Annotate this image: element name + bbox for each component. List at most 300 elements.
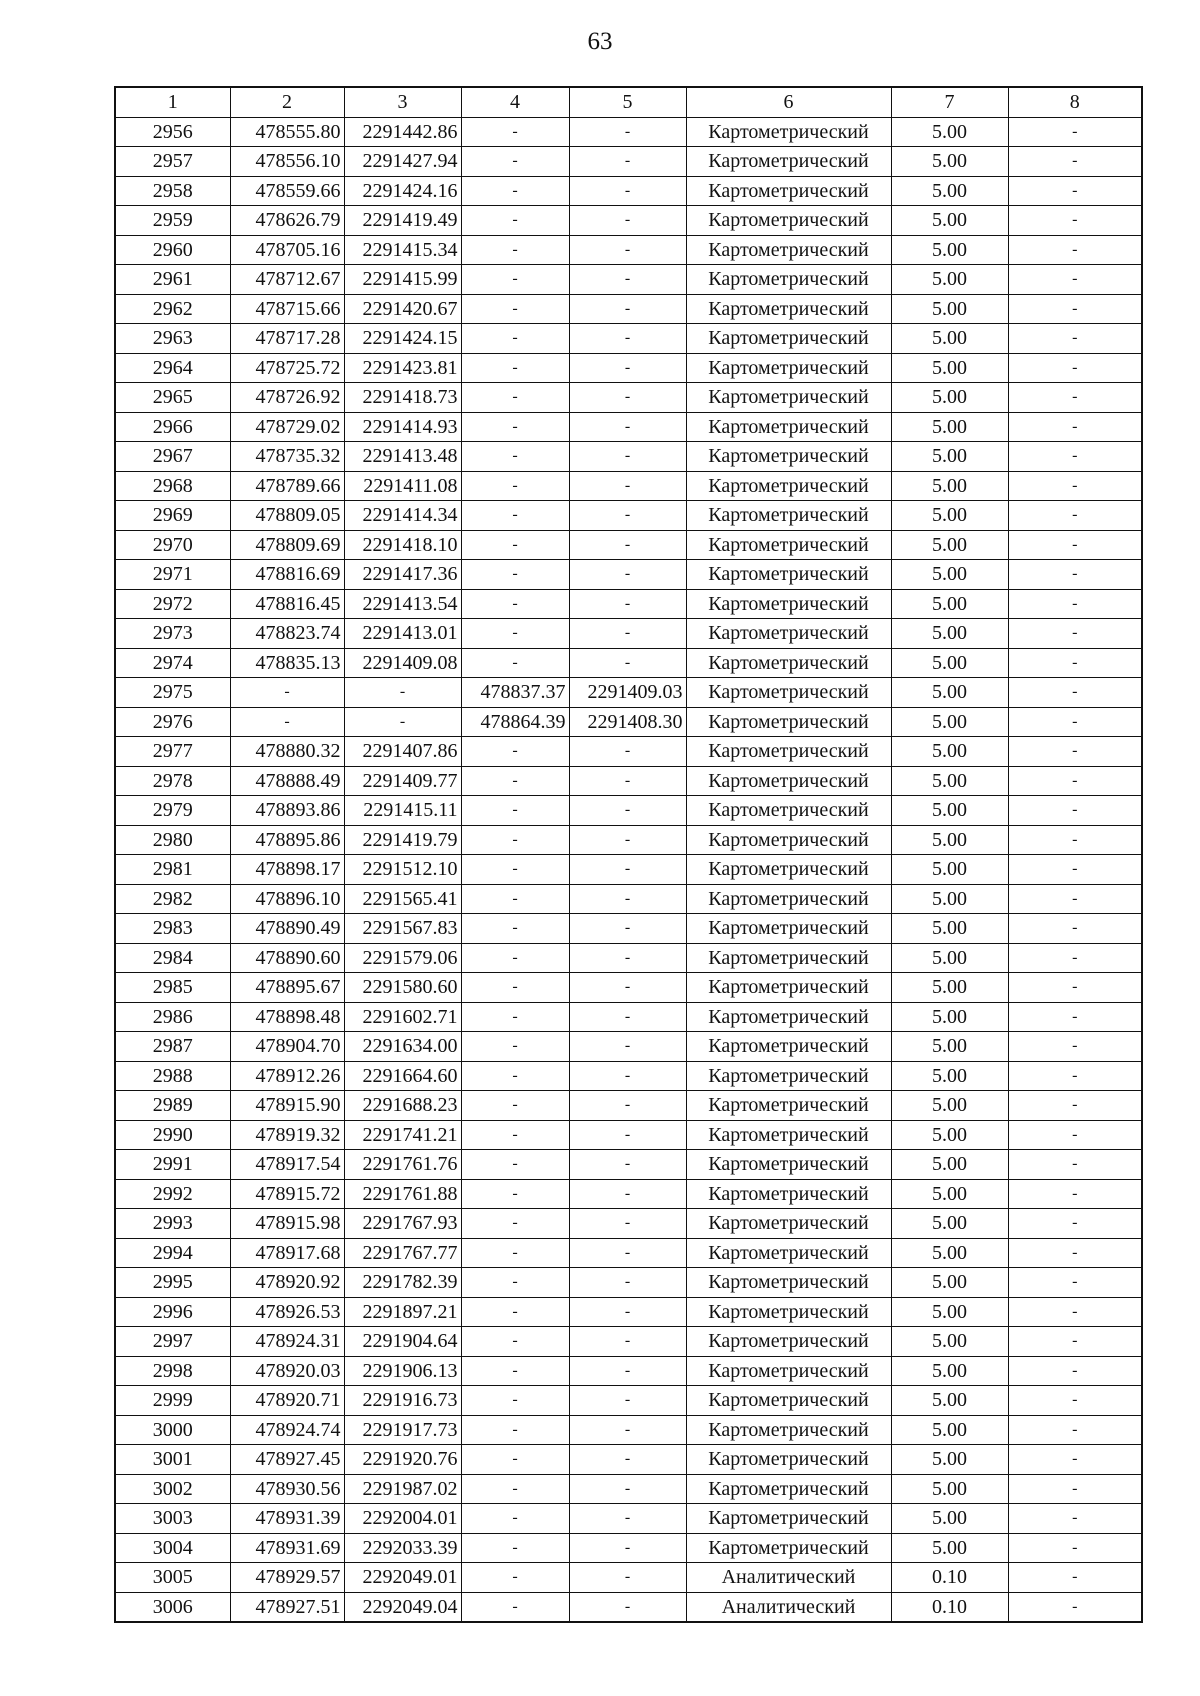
table-cell: - [230, 678, 344, 708]
table-cell: - [461, 353, 569, 383]
table-cell: - [461, 1386, 569, 1416]
table-cell: - [1008, 1268, 1142, 1298]
table-cell: - [1008, 678, 1142, 708]
table-cell: 478920.92 [230, 1268, 344, 1298]
table-cell: 478735.32 [230, 442, 344, 472]
table-cell: - [1008, 1238, 1142, 1268]
table-cell: 5.00 [891, 1386, 1008, 1416]
table-cell: - [461, 737, 569, 767]
table-cell: - [1008, 1179, 1142, 1209]
table-cell: - [461, 1445, 569, 1475]
table-cell: Картометрический [686, 1504, 891, 1534]
table-cell: - [569, 1533, 686, 1563]
table-cell: - [1008, 973, 1142, 1003]
table-cell: 2291782.39 [344, 1268, 461, 1298]
table-cell: 2291688.23 [344, 1091, 461, 1121]
table-cell: - [461, 1533, 569, 1563]
table-cell: 3000 [115, 1415, 230, 1445]
table-cell: - [461, 294, 569, 324]
table-cell: 478726.92 [230, 383, 344, 413]
table-row [115, 973, 1142, 1003]
table-cell: 2291920.76 [344, 1445, 461, 1475]
table-cell: 2971 [115, 560, 230, 590]
table-row [115, 1445, 1142, 1475]
table-row [115, 914, 1142, 944]
table-cell: 2291415.11 [344, 796, 461, 826]
table-row [115, 530, 1142, 560]
table-cell: - [1008, 501, 1142, 531]
table-cell: - [461, 235, 569, 265]
table-row [115, 1356, 1142, 1386]
table-cell: - [461, 973, 569, 1003]
table-cell: 2291565.41 [344, 884, 461, 914]
table-row [115, 265, 1142, 295]
table-cell: 2291897.21 [344, 1297, 461, 1327]
table-cell: Аналитический [686, 1563, 891, 1593]
table-cell: 3005 [115, 1563, 230, 1593]
table-cell: 2291664.60 [344, 1061, 461, 1091]
table-cell: - [569, 1032, 686, 1062]
table-cell: 2982 [115, 884, 230, 914]
table-cell: - [461, 1238, 569, 1268]
table-cell: 478888.49 [230, 766, 344, 796]
table-cell: 2979 [115, 796, 230, 826]
table-cell: - [1008, 1474, 1142, 1504]
column-header-5: 5 [569, 87, 686, 117]
table-cell: 5.00 [891, 943, 1008, 973]
table-cell: 2990 [115, 1120, 230, 1150]
table-cell: Картометрический [686, 619, 891, 649]
table-cell: - [569, 530, 686, 560]
table-cell: 478898.48 [230, 1002, 344, 1032]
table-cell: Картометрический [686, 884, 891, 914]
table-cell: 5.00 [891, 1327, 1008, 1357]
table-cell: 478816.69 [230, 560, 344, 590]
table-cell: - [1008, 855, 1142, 885]
table-cell: 5.00 [891, 1533, 1008, 1563]
table-row [115, 1297, 1142, 1327]
table-row [115, 412, 1142, 442]
table-cell: - [461, 1061, 569, 1091]
table-row [115, 1474, 1142, 1504]
table-cell: 5.00 [891, 324, 1008, 354]
table-cell: - [461, 1032, 569, 1062]
table-cell: - [461, 1474, 569, 1504]
column-header-7: 7 [891, 87, 1008, 117]
table-cell: 2966 [115, 412, 230, 442]
table-cell: 2972 [115, 589, 230, 619]
column-header-8: 8 [1008, 87, 1142, 117]
table-cell: 478837.37 [461, 678, 569, 708]
table-cell: - [461, 412, 569, 442]
table-cell: - [1008, 235, 1142, 265]
table-cell: - [1008, 1533, 1142, 1563]
table-cell: Картометрический [686, 147, 891, 177]
table-cell: Картометрический [686, 855, 891, 885]
table-cell: 478930.56 [230, 1474, 344, 1504]
table-cell: Картометрический [686, 737, 891, 767]
table-cell: - [569, 1445, 686, 1475]
column-header-6: 6 [686, 87, 891, 117]
table-cell: 2977 [115, 737, 230, 767]
table-cell: - [569, 1150, 686, 1180]
table-cell: - [569, 855, 686, 885]
table-cell: - [1008, 1386, 1142, 1416]
table-cell: - [1008, 1209, 1142, 1239]
table-cell: - [461, 1592, 569, 1622]
table-cell: - [1008, 884, 1142, 914]
table-cell: 5.00 [891, 1150, 1008, 1180]
table-cell: Картометрический [686, 1386, 891, 1416]
table-cell: 2291414.34 [344, 501, 461, 531]
column-header-1: 1 [115, 87, 230, 117]
table-cell: - [1008, 117, 1142, 147]
table-cell: 478924.31 [230, 1327, 344, 1357]
table-cell: - [1008, 914, 1142, 944]
table-cell: Картометрический [686, 560, 891, 590]
table-cell: Картометрический [686, 766, 891, 796]
table-row [115, 1091, 1142, 1121]
table-cell: Картометрический [686, 206, 891, 236]
table-cell: Картометрический [686, 796, 891, 826]
table-cell: 5.00 [891, 1120, 1008, 1150]
table-cell: 2292033.39 [344, 1533, 461, 1563]
table-cell: 2973 [115, 619, 230, 649]
table-cell: - [1008, 1297, 1142, 1327]
table-cell: 478705.16 [230, 235, 344, 265]
table-cell: Картометрический [686, 294, 891, 324]
table-cell: - [1008, 1504, 1142, 1534]
table-cell: 2291424.15 [344, 324, 461, 354]
table-cell: 2291409.77 [344, 766, 461, 796]
table-cell: Картометрический [686, 1533, 891, 1563]
table-row [115, 1386, 1142, 1416]
table-cell: 478919.32 [230, 1120, 344, 1150]
table-cell: 2976 [115, 707, 230, 737]
table-cell: 2992 [115, 1179, 230, 1209]
table-cell: - [1008, 560, 1142, 590]
table-cell: - [461, 766, 569, 796]
table-cell: Картометрический [686, 1297, 891, 1327]
table-cell: - [569, 1268, 686, 1298]
table-cell: 478555.80 [230, 117, 344, 147]
table-cell: Картометрический [686, 501, 891, 531]
table-cell: Картометрический [686, 1474, 891, 1504]
table-row [115, 1533, 1142, 1563]
table-cell: - [569, 265, 686, 295]
table-cell: 2291409.08 [344, 648, 461, 678]
table-row [115, 1061, 1142, 1091]
table-cell: 478890.49 [230, 914, 344, 944]
table-row [115, 796, 1142, 826]
table-cell: - [461, 884, 569, 914]
table-cell: - [569, 501, 686, 531]
table-cell: 2291741.21 [344, 1120, 461, 1150]
table-cell: 478880.32 [230, 737, 344, 767]
table-cell: - [569, 1297, 686, 1327]
table-cell: 2986 [115, 1002, 230, 1032]
table-cell: - [569, 1120, 686, 1150]
table-row [115, 383, 1142, 413]
table-cell: 2292049.04 [344, 1592, 461, 1622]
table-cell: Картометрический [686, 1091, 891, 1121]
table-cell: Картометрический [686, 678, 891, 708]
table-cell: - [461, 176, 569, 206]
table-cell: - [569, 1386, 686, 1416]
table-cell: 478809.69 [230, 530, 344, 560]
table-cell: 5.00 [891, 973, 1008, 1003]
table-cell: 5.00 [891, 1474, 1008, 1504]
table-body [115, 117, 1142, 1622]
table-cell: 0.10 [891, 1563, 1008, 1593]
table-row [115, 855, 1142, 885]
table-cell: 5.00 [891, 501, 1008, 531]
table-cell: - [569, 766, 686, 796]
table-cell: 2968 [115, 471, 230, 501]
table-row [115, 648, 1142, 678]
table-cell: 5.00 [891, 766, 1008, 796]
table-header-row [115, 87, 1142, 117]
table-cell: - [1008, 1563, 1142, 1593]
table-cell: 5.00 [891, 678, 1008, 708]
table-cell: Картометрический [686, 1061, 891, 1091]
table-row [115, 943, 1142, 973]
table-row [115, 206, 1142, 236]
table-cell: 478915.90 [230, 1091, 344, 1121]
table-cell: Картометрический [686, 1120, 891, 1150]
table-cell: 2291916.73 [344, 1386, 461, 1416]
table-cell: Картометрический [686, 176, 891, 206]
table-cell: - [1008, 1415, 1142, 1445]
table-cell: - [569, 1002, 686, 1032]
table-cell: 5.00 [891, 117, 1008, 147]
table-cell: 5.00 [891, 1209, 1008, 1239]
table-row [115, 147, 1142, 177]
table-cell: 5.00 [891, 1445, 1008, 1475]
table-row [115, 235, 1142, 265]
table-cell: - [569, 1238, 686, 1268]
table-cell: - [1008, 383, 1142, 413]
table-cell: 2291567.83 [344, 914, 461, 944]
table-cell: 478927.45 [230, 1445, 344, 1475]
table-cell: - [569, 235, 686, 265]
table-row [115, 176, 1142, 206]
table-cell: - [1008, 353, 1142, 383]
table-cell: 478895.86 [230, 825, 344, 855]
table-cell: 478912.26 [230, 1061, 344, 1091]
table-cell: 5.00 [891, 1091, 1008, 1121]
table-cell: Картометрический [686, 707, 891, 737]
table-cell: - [569, 1592, 686, 1622]
table-cell: 2292004.01 [344, 1504, 461, 1534]
table-cell: 2978 [115, 766, 230, 796]
table-cell: - [461, 1563, 569, 1593]
table-cell: - [569, 825, 686, 855]
table-cell: 2959 [115, 206, 230, 236]
table-cell: 2291424.16 [344, 176, 461, 206]
table-cell: 2291418.73 [344, 383, 461, 413]
table-cell: - [461, 943, 569, 973]
table-cell: Картометрический [686, 1445, 891, 1475]
table-cell: 5.00 [891, 530, 1008, 560]
table-cell: 2291634.00 [344, 1032, 461, 1062]
table-row [115, 678, 1142, 708]
table-cell: Картометрический [686, 1268, 891, 1298]
table-cell: Картометрический [686, 589, 891, 619]
table-cell: Картометрический [686, 1150, 891, 1180]
table-row [115, 1563, 1142, 1593]
table-cell: 0.10 [891, 1592, 1008, 1622]
table-cell: 478717.28 [230, 324, 344, 354]
table-cell: - [1008, 442, 1142, 472]
table-row [115, 1179, 1142, 1209]
table-cell: Картометрический [686, 648, 891, 678]
table-cell: 5.00 [891, 412, 1008, 442]
table-cell: 5.00 [891, 914, 1008, 944]
table-cell: Картометрический [686, 383, 891, 413]
table-cell: 5.00 [891, 707, 1008, 737]
table-cell: - [461, 914, 569, 944]
table-cell: 2291413.54 [344, 589, 461, 619]
table-cell: - [461, 530, 569, 560]
table-cell: 2981 [115, 855, 230, 885]
table-cell: 2991 [115, 1150, 230, 1180]
table-cell: 5.00 [891, 1061, 1008, 1091]
table-cell: 478816.45 [230, 589, 344, 619]
table-row [115, 1150, 1142, 1180]
table-cell: 478556.10 [230, 147, 344, 177]
table-cell: 5.00 [891, 353, 1008, 383]
table-cell: - [1008, 294, 1142, 324]
table-row [115, 1120, 1142, 1150]
table-cell: 2291419.49 [344, 206, 461, 236]
table-row [115, 1238, 1142, 1268]
table-cell: - [569, 206, 686, 236]
table-cell: 478924.74 [230, 1415, 344, 1445]
table-cell: 5.00 [891, 1297, 1008, 1327]
table-cell: 5.00 [891, 648, 1008, 678]
table-cell: - [230, 707, 344, 737]
table-cell: 2975 [115, 678, 230, 708]
table-cell: Картометрический [686, 1356, 891, 1386]
table-cell: - [1008, 1091, 1142, 1121]
table-cell: - [569, 1061, 686, 1091]
table-cell: 478917.68 [230, 1238, 344, 1268]
table-cell: - [1008, 1356, 1142, 1386]
table-row [115, 1032, 1142, 1062]
table-cell: - [461, 1179, 569, 1209]
table-cell: 2958 [115, 176, 230, 206]
table-cell: 2291409.03 [569, 678, 686, 708]
table-row [115, 442, 1142, 472]
table-cell: 478915.98 [230, 1209, 344, 1239]
table-cell: - [1008, 648, 1142, 678]
table-cell: 2993 [115, 1209, 230, 1239]
table-cell: Картометрический [686, 324, 891, 354]
table-cell: 478927.51 [230, 1592, 344, 1622]
table-cell: 2974 [115, 648, 230, 678]
table-row [115, 353, 1142, 383]
table-cell: Картометрический [686, 1002, 891, 1032]
table-cell: - [569, 560, 686, 590]
table-cell: - [461, 1504, 569, 1534]
table-cell: 478915.72 [230, 1179, 344, 1209]
table-cell: - [569, 884, 686, 914]
table-row [115, 117, 1142, 147]
table-cell: - [461, 1356, 569, 1386]
table-cell: 2291917.73 [344, 1415, 461, 1445]
table-cell: 2998 [115, 1356, 230, 1386]
table-cell: - [461, 1002, 569, 1032]
table-row [115, 1592, 1142, 1622]
table-cell: - [1008, 766, 1142, 796]
table-cell: - [461, 855, 569, 885]
table-cell: - [344, 707, 461, 737]
table-cell: - [461, 1327, 569, 1357]
table-cell: Картометрический [686, 442, 891, 472]
table-row [115, 825, 1142, 855]
table-cell: 2989 [115, 1091, 230, 1121]
table-cell: 5.00 [891, 383, 1008, 413]
table-cell: - [569, 117, 686, 147]
table-cell: 2292049.01 [344, 1563, 461, 1593]
table-cell: 2291419.79 [344, 825, 461, 855]
table-cell: - [461, 1091, 569, 1121]
table-cell: - [461, 206, 569, 236]
table-cell: Картометрический [686, 973, 891, 1003]
table-cell: - [569, 1563, 686, 1593]
table-cell: - [569, 1474, 686, 1504]
table-cell: 2291580.60 [344, 973, 461, 1003]
table-cell: - [461, 324, 569, 354]
table-cell: - [1008, 530, 1142, 560]
table-cell: Картометрический [686, 1238, 891, 1268]
table-cell: 2985 [115, 973, 230, 1003]
table-row [115, 560, 1142, 590]
table-cell: 2291906.13 [344, 1356, 461, 1386]
table-cell: 2291442.86 [344, 117, 461, 147]
table-cell: 2291411.08 [344, 471, 461, 501]
table-cell: Картометрический [686, 1415, 891, 1445]
table-cell: 2291427.94 [344, 147, 461, 177]
table-cell: - [461, 501, 569, 531]
table-cell: Картометрический [686, 1209, 891, 1239]
table-cell: 2291512.10 [344, 855, 461, 885]
table-row [115, 471, 1142, 501]
table-cell: 2291414.93 [344, 412, 461, 442]
table-cell: 2984 [115, 943, 230, 973]
table-cell: 5.00 [891, 1504, 1008, 1534]
table-row [115, 619, 1142, 649]
table-cell: - [569, 353, 686, 383]
table-row [115, 1209, 1142, 1239]
table-cell: 2994 [115, 1238, 230, 1268]
table-cell: - [1008, 943, 1142, 973]
table-cell: - [1008, 619, 1142, 649]
table-cell: 5.00 [891, 442, 1008, 472]
table-cell: 478715.66 [230, 294, 344, 324]
table-cell: 2291602.71 [344, 1002, 461, 1032]
table-cell: 478895.67 [230, 973, 344, 1003]
table-cell: 478559.66 [230, 176, 344, 206]
table-cell: Картометрический [686, 1327, 891, 1357]
table-cell: - [569, 324, 686, 354]
table-cell: Картометрический [686, 235, 891, 265]
table-cell: - [569, 1179, 686, 1209]
table-cell: 5.00 [891, 147, 1008, 177]
table-cell: 5.00 [891, 737, 1008, 767]
table-cell: - [569, 619, 686, 649]
